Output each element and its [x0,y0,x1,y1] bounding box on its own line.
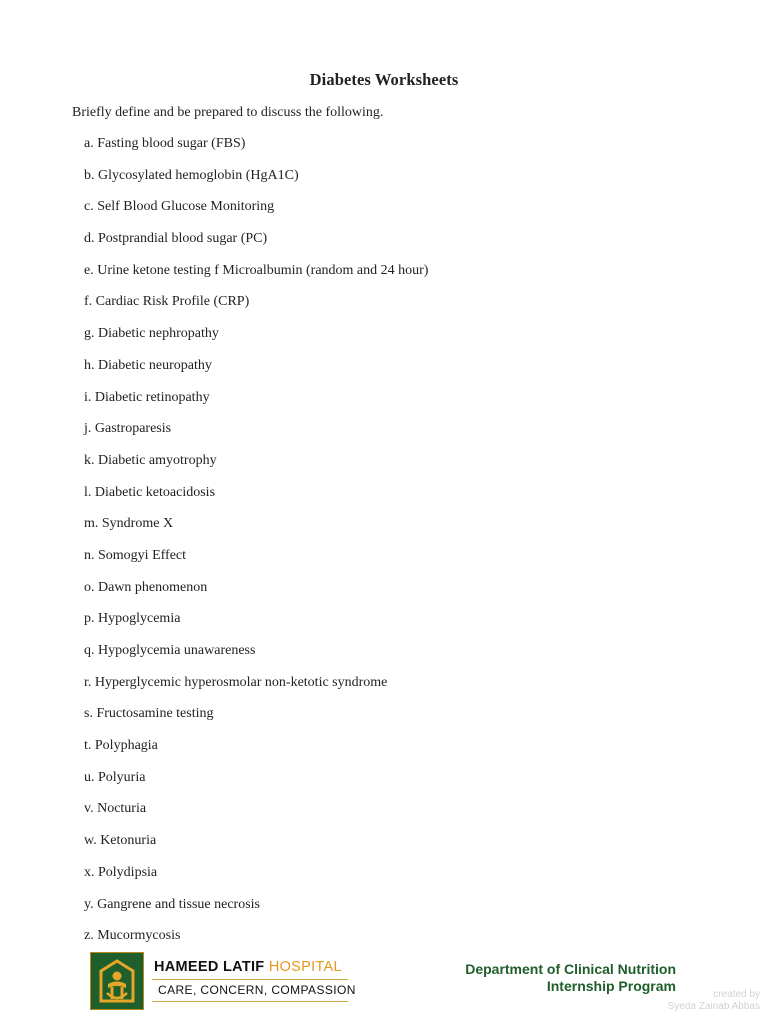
hospital-name-primary: HAMEED LATIF [154,959,265,975]
list-item: y. Gangrene and tissue necrosis [84,896,260,912]
list-item: f. Cardiac Risk Profile (CRP) [84,294,250,310]
list-item: r. Hyperglycemic hyperosmolar non-ketotic syndrome [84,674,388,690]
definition-list [84,134,428,958]
list-item: k. Diabetic amyotrophy [84,452,217,468]
list-item: i. Diabetic retinopathy [84,389,210,405]
department-block [465,961,676,994]
credit-label: created by [713,989,760,1000]
list-item: x. Polydipsia [84,864,158,880]
list-item: z. Mucormycosis [84,928,181,944]
department-name: Department of Clinical Nutrition [465,961,676,977]
list-item: v. Nocturia [84,801,147,817]
list-item: h. Diabetic neuropathy [84,357,212,373]
list-item: d. Postprandial blood sugar (PC) [84,231,268,247]
hospital-tagline: CARE, CONCERN, COMPASSION [158,983,356,997]
list-item: a. Fasting blood sugar (FBS) [84,136,246,151]
hospital-name [154,959,342,975]
hospital-name-accent: HOSPITAL [268,959,342,975]
list-item: p. Hypoglycemia [84,611,181,627]
list-item: t. Polyphagia [84,738,158,754]
document-title: Diabetes Worksheets [309,70,459,89]
list-item: j. Gastroparesis [84,421,172,437]
list-item: u. Polyuria [84,769,146,785]
credit-author: Syeda Zainab Abbas [667,1001,760,1012]
document-intro: Briefly define and be prepared to discuss the following. [72,105,384,120]
hospital-logo-icon [90,952,144,1010]
list-item: e. Urine ketone testing f Microalbumin (random and 24 hour) [84,262,429,278]
list-item: m. Syndrome X [84,516,174,532]
list-item: g. Diabetic nephropathy [84,326,219,342]
program-name: Internship Program [546,977,676,994]
list-item: w. Ketonuria [84,833,157,849]
list-item: o. Dawn phenomenon [84,579,208,595]
list-item: c. Self Blood Glucose Monitoring [84,199,275,215]
list-item: l. Diabetic ketoacidosis [84,484,216,500]
list-item: n. Somogyi Effect [84,547,187,563]
list-item: b. Glycosylated hemoglobin (HgA1C) [84,167,299,183]
creator-credit [668,989,760,1013]
list-item: s. Fructosamine testing [84,706,214,722]
list-item: q. Hypoglycemia unawareness [84,643,256,658]
